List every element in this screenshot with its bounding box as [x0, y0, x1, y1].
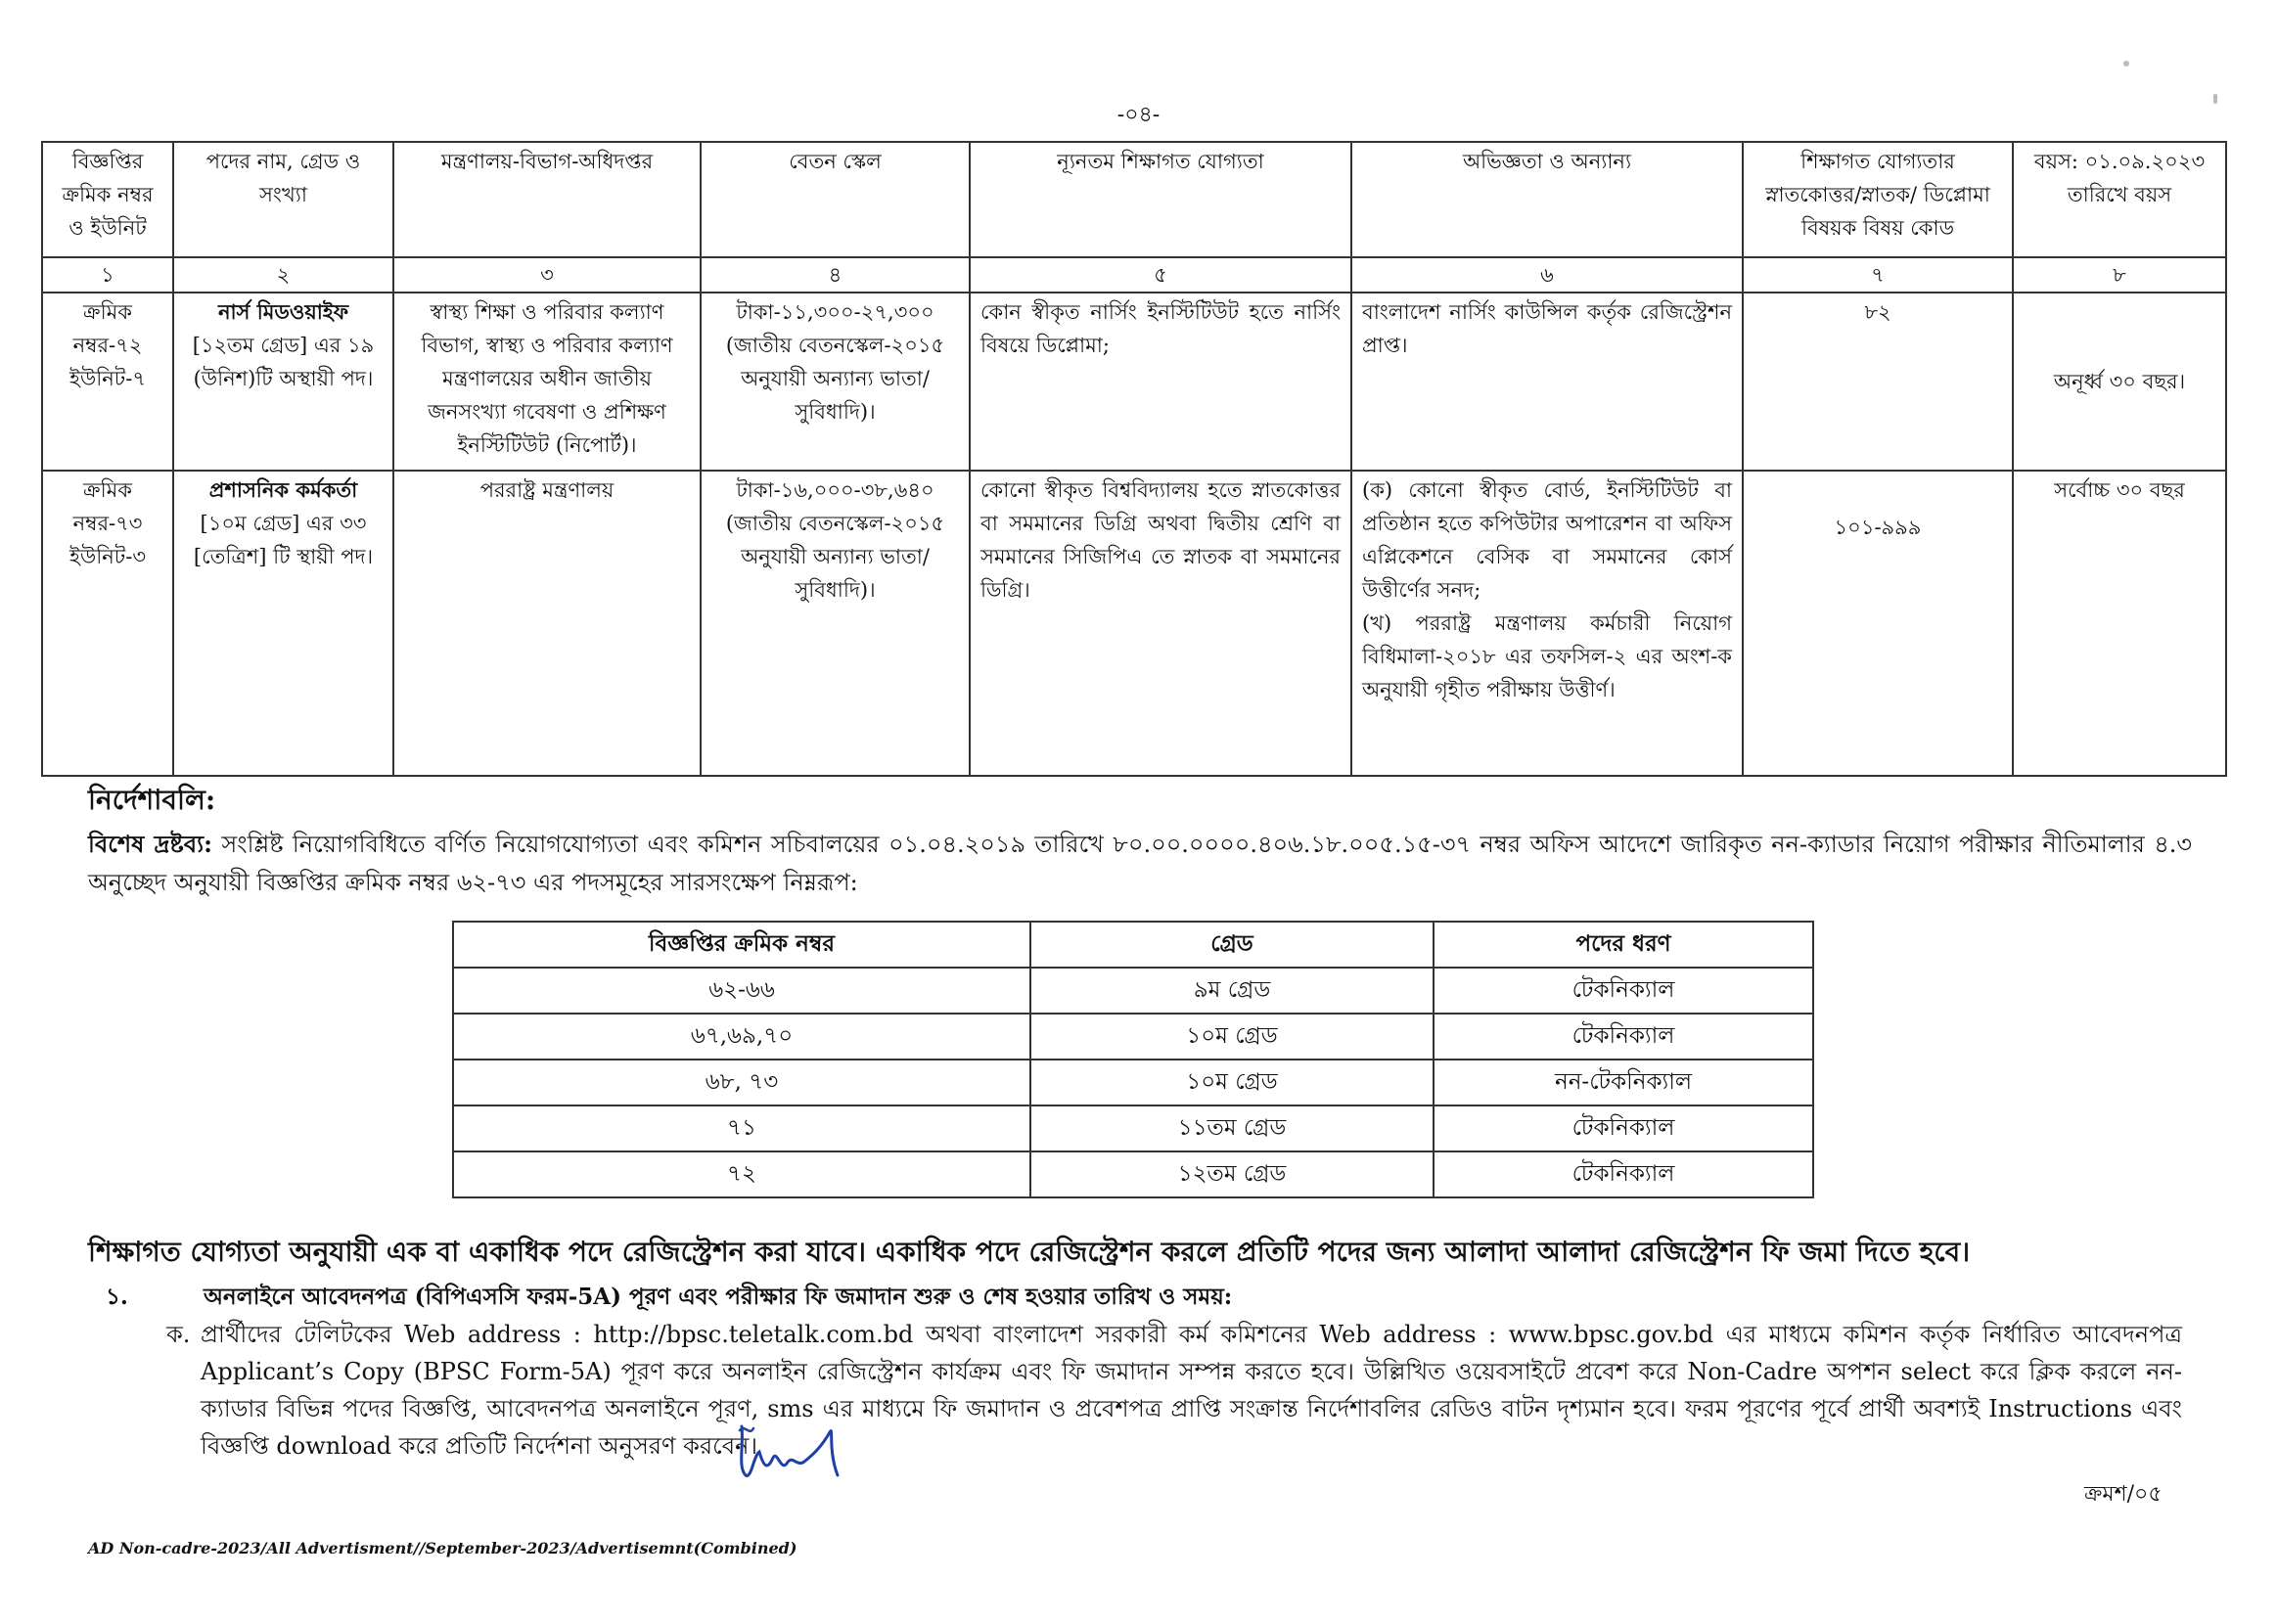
summary-type: টেকনিক্যাল	[1434, 968, 1813, 1014]
table-row	[42, 293, 2226, 471]
summary-grade: ১০ম গ্রেড	[1030, 1060, 1434, 1105]
subitem-label: ক.	[166, 1321, 191, 1348]
continued-marker: ক্রমশ/০৫	[2084, 1482, 2163, 1507]
summary-row	[453, 1151, 1813, 1197]
column-number: ৪	[701, 257, 970, 293]
summary-serial: ৬৭,৬৯,৭০	[453, 1014, 1030, 1060]
summary-row	[453, 1105, 1813, 1151]
row-salary: টাকা-১৬,০০০-৩৮,৬৪০ (জাতীয় বেতনস্কেল-২০১৫ অনুযায়ী অন্যান্য ভাতা/সুবিধাদি)।	[701, 471, 970, 776]
table-header-row	[42, 142, 2226, 257]
column-number: ৫	[970, 257, 1351, 293]
special-note-label: বিশেষ দ্রষ্টব্য:	[88, 830, 212, 858]
summary-grade: ৯ম গ্রেড	[1030, 968, 1434, 1014]
summary-row	[453, 1014, 1813, 1060]
posts-table	[41, 141, 2227, 777]
header-salary: বেতন স্কেল	[701, 142, 970, 257]
post-name: প্রশাসনিক কর্মকর্তা	[208, 477, 358, 502]
header-serial: বিজ্ঞপ্তির ক্রমিক নম্বর ও ইউনিট	[42, 142, 173, 257]
row-education: কোন স্বীকৃত নার্সিং ইনস্টিটিউট হতে নার্সিং বিষয়ে ডিপ্লোমা;	[970, 293, 1351, 471]
column-number-row	[42, 257, 2226, 293]
summary-grade: ১২তম গ্রেড	[1030, 1151, 1434, 1197]
instructions-heading: নির্দেশাবলি:	[88, 784, 216, 816]
summary-grade: ১০ম গ্রেড	[1030, 1014, 1434, 1060]
header-ministry: মন্ত্রণালয়-বিভাগ-অধিদপ্তর	[393, 142, 701, 257]
column-number: ৮	[2013, 257, 2226, 293]
post-name: নার্স মিডওয়াইফ	[217, 299, 349, 324]
row-ministry: পররাষ্ট্র মন্ত্রণালয়	[393, 471, 701, 776]
row-post	[173, 293, 393, 471]
row-subject-code: ১০১-৯৯৯	[1743, 471, 2013, 776]
column-number: ৬	[1351, 257, 1743, 293]
table-row	[42, 471, 2226, 776]
column-number: ২	[173, 257, 393, 293]
row-education: কোনো স্বীকৃত বিশ্ববিদ্যালয় হতে স্নাতকোত্তর বা সমমানের ডিগ্রি অথবা দ্বিতীয় শ্রেণি বা সমমানের সিজিপিএ তে স্নাতক বা সমমানের ডিগ্রি।	[970, 471, 1351, 776]
summary-type: নন-টেকনিক্যাল	[1434, 1060, 1813, 1105]
summary-header-row	[453, 922, 1813, 968]
row-post	[173, 471, 393, 776]
post-detail: [১২তম গ্রেড] এর ১৯ (উনিশ)টি অস্থায়ী পদ।	[192, 334, 375, 390]
summary-type: টেকনিক্যাল	[1434, 1014, 1813, 1060]
summary-serial: ৭২	[453, 1151, 1030, 1197]
row-experience: বাংলাদেশ নার্সিং কাউন্সিল কর্তৃক রেজিস্ট্রেশন প্রাপ্ত।	[1351, 293, 1743, 471]
experience-item-a: (ক) কোনো স্বীকৃত বোর্ড, ইনস্টিটিউট বা প্রতিষ্ঠান হতে কপিউটার অপারেশন বা অফিস এপ্লিকেশনে বেসিক বা সমমানের কোর্স উত্তীর্ণের সনদ;	[1362, 478, 1732, 602]
row-subject-code: ৮২	[1743, 293, 2013, 471]
column-number: ৩	[393, 257, 701, 293]
summary-table	[452, 921, 1814, 1198]
row-ministry: স্বাস্থ্য শিক্ষা ও পরিবার কল্যাণ বিভাগ, স্বাস্থ্য ও পরিবার কল্যাণ মন্ত্রণালয়ের অধীন জাতীয় জনসংখ্যা গবেষণা ও প্রশিক্ষণ ইনস্টিটিউট (নিপোর্ট)।	[393, 293, 701, 471]
summary-row	[453, 1060, 1813, 1105]
scan-dot-icon	[2213, 94, 2217, 104]
item-title: অনলাইনে আবেদনপত্র (বিপিএসসি ফরম-5A) পূরণ এবং পরীক্ষার ফি জমাদান শুরু ও শেষ হওয়ার তারিখ ও সময়:	[204, 1284, 1233, 1310]
footer-path: AD Non-cadre-2023/All Advertisment//September-2023/Advertisemnt(Combined)	[88, 1539, 797, 1557]
row-age: সর্বোচ্চ ৩০ বছর	[2013, 471, 2226, 776]
header-experience: অভিজ্ঞতা ও অন্যান্য	[1351, 142, 1743, 257]
row-salary: টাকা-১১,৩০০-২৭,৩০০ (জাতীয় বেতনস্কেল-২০১৫ অনুযায়ী অন্যান্য ভাতা/ সুবিধাদি)।	[701, 293, 970, 471]
summary-header-grade: গ্রেড	[1030, 922, 1434, 968]
row-age: অনূর্ধ্ব ৩০ বছর।	[2013, 293, 2226, 471]
experience-item-b: (খ) পররাষ্ট্র মন্ত্রণালয় কর্মচারী নিয়োগ বিধিমালা-২০১৮ এর তফসিল-২ এর অংশ-ক অনুযায়ী গৃহীত পরীক্ষায় উত্তীর্ণ।	[1362, 611, 1732, 701]
subitem-text: প্রার্থীদের টেলিটকের Web address : http://bpsc.teletalk.com.bd অথবা বাংলাদেশ সরকারী কর্ম কমিশনের Web address : www.bpsc.gov.bd এর মাধ্যমে কমিশন কর্তৃক নির্ধারিত আবেদনপত্র Applicant’s Copy (BPSC Form-5A) পূরণ করে অনলাইন রেজিস্ট্রেশন কার্যক্রম এবং ফি জমাদান সম্পন্ন করতে হবে। উল্লিখিত ওয়েবসাইটে প্রবেশ করে Non-Cadre অপশন select করে ক্লিক করলে নন-ক্যাডার বিভিন্ন পদের বিজ্ঞপ্তি, আবেদনপত্র অনলাইনে পূরণ, sms এর মাধ্যমে ফি জমাদান ও প্রবেশপত্র প্রাপ্তি সংক্রান্ত নির্দেশাবলির রেডিও বাটন দৃশ্যমান হবে। ফরম পূরণের পূর্বে প্রার্থী অবশ্যই Instructions এবং বিজ্ঞপ্তি download করে প্রতিটি নির্দেশনা অনুসরণ করবেন।	[201, 1321, 2182, 1460]
scan-dot-icon	[2123, 61, 2129, 67]
registration-note: শিক্ষাগত যোগ্যতা অনুযায়ী এক বা একাধিক পদে রেজিস্ট্রেশন করা যাবে। একাধিক পদে রেজিস্ট্রেশন করলে প্রতিটি পদের জন্য আলাদা আলাদা রেজিস্ট্রেশন ফি জমা দিতে হবে।	[88, 1236, 1971, 1268]
summary-grade: ১১তম গ্রেড	[1030, 1105, 1434, 1151]
special-note	[88, 825, 2192, 902]
signature-icon	[732, 1407, 849, 1485]
instruction-item-1	[106, 1279, 1232, 1317]
summary-type: টেকনিক্যাল	[1434, 1105, 1813, 1151]
summary-serial: ৭১	[453, 1105, 1030, 1151]
summary-type: টেকনিক্যাল	[1434, 1151, 1813, 1197]
special-note-text: সংশ্লিষ্ট নিয়োগবিধিতে বর্ণিত নিয়োগযোগ্যতা এবং কমিশন সচিবালয়ের ০১.০৪.২০১৯ তারিখে ৮০.০০.০০০০.৪০৬.১৮.০০৫.১৫-৩৭ নম্বর অফিস আদেশে জারিকৃত নন-ক্যাডার নিয়োগ পরীক্ষার নীতিমালার ৪.৩ অনুচ্ছেদ অনুযায়ী বিজ্ঞপ্তির ক্রমিক নম্বর ৬২-৭৩ এর পদসমূহের সারসংক্ষেপ নিম্নরূপ:	[88, 831, 2193, 896]
post-detail: [১০ম গ্রেড] এর ৩৩ [তেত্রিশ] টি স্থায়ী পদ।	[193, 512, 374, 568]
row-serial: ক্রমিক নম্বর-৭৩ ইউনিট-৩	[42, 471, 173, 776]
summary-header-serial: বিজ্ঞপ্তির ক্রমিক নম্বর	[453, 922, 1030, 968]
header-education: ন্যূনতম শিক্ষাগত যোগ্যতা	[970, 142, 1351, 257]
item-number: ১.	[106, 1284, 128, 1310]
column-number: ৭	[1743, 257, 2013, 293]
header-age: বয়স: ০১.০৯.২০২৩ তারিখে বয়স	[2013, 142, 2226, 257]
row-serial: ক্রমিক নম্বর-৭২ ইউনিট-৭	[42, 293, 173, 471]
summary-serial: ৬২-৬৬	[453, 968, 1030, 1014]
summary-header-type: পদের ধরণ	[1434, 922, 1813, 968]
summary-serial: ৬৮, ৭৩	[453, 1060, 1030, 1105]
column-number: ১	[42, 257, 173, 293]
header-subject-code: শিক্ষাগত যোগ্যতার স্নাতকোত্তর/স্নাতক/ ডিপ্লোমা বিষয়ক বিষয় কোড	[1743, 142, 2013, 257]
instruction-subitem-ka	[166, 1316, 2182, 1465]
row-experience	[1351, 471, 1743, 776]
page-number: -০৪-	[1116, 103, 1161, 127]
summary-row	[453, 968, 1813, 1014]
header-post: পদের নাম, গ্রেড ও সংখ্যা	[173, 142, 393, 257]
